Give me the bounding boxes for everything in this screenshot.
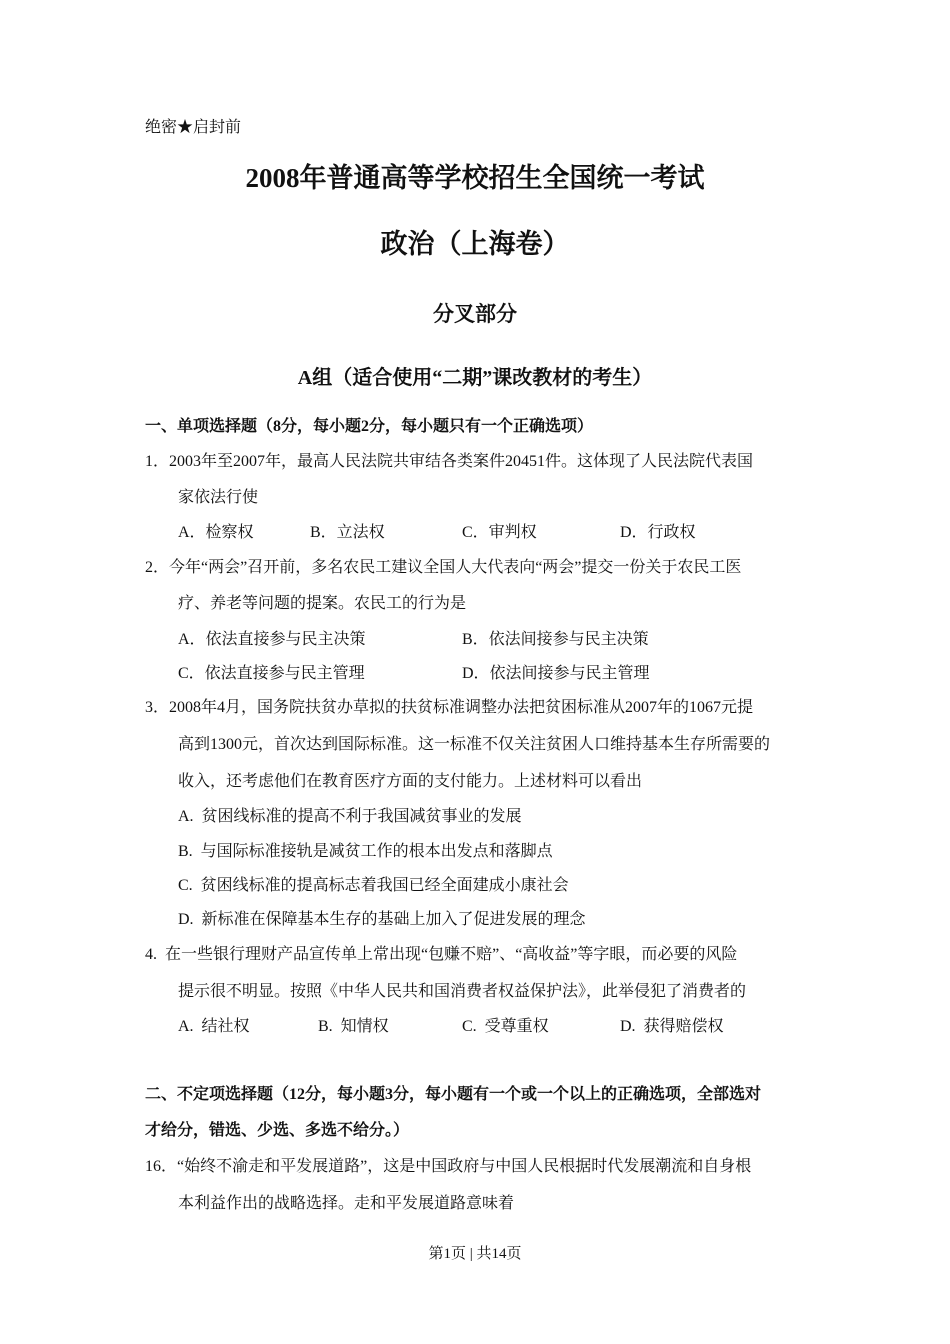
question-text: 2．今年“两会”召开前，多名农民工建议全国人大代表向“两会”提交一份关于农民工医: [145, 559, 742, 576]
question-text: 家依法行使: [178, 489, 259, 506]
question-text: 收入，还考虑他们在教育医疗方面的支付能力。上述材料可以看出: [178, 773, 643, 790]
part-heading: 分叉部分: [433, 302, 517, 326]
option-c: C. 贫困线标准的提高标志着我国已经全面建成小康社会: [178, 877, 569, 894]
option-a: A．依法直接参与民主决策: [178, 631, 366, 648]
option-d: D. 新标准在保障基本生存的基础上加入了促进发展的理念: [178, 911, 586, 928]
option-b: B．立法权: [310, 524, 385, 541]
option-c: C．审判权: [462, 524, 537, 541]
section2-heading: 才给分，错选、少选、多选不给分。）: [145, 1122, 410, 1139]
option-c: C．依法直接参与民主管理: [178, 665, 365, 682]
question-text: 疗、养老等问题的提案。农民工的行为是: [178, 595, 467, 612]
option-b: B. 知情权: [318, 1018, 389, 1035]
option-a: A．检察权: [178, 524, 254, 541]
confidential-label: 绝密★启封前: [145, 119, 242, 136]
question-text: 4. 在一些银行理财产品宣传单上常出现“包赚不赔”、“高收益”等字眼，而必要的风险: [145, 946, 738, 963]
question-text: 3．2008年4月，国务院扶贫办草拟的扶贫标准调整办法把贫困标准从2007年的1067元提: [145, 699, 754, 716]
page-footer: 第1页 | 共14页: [428, 1246, 522, 1262]
question-text: 本利益作出的战略选择。走和平发展道路意味着: [178, 1195, 515, 1212]
question-text: 高到1300元，首次达到国际标准。这一标准不仅关注贫困人口维持基本生存所需要的: [178, 736, 771, 753]
question-text: 16．“始终不渝走和平发展道路”，这是中国政府与中国人民根据时代发展潮流和自身根: [145, 1158, 752, 1175]
section1-heading: 一、单项选择题（8分，每小题2分，每小题只有一个正确选项）: [145, 418, 594, 435]
question-text: 1．2003年至2007年，最高人民法院共审结各类案件20451件。这体现了人民法院代表国: [145, 453, 754, 470]
option-c: C. 受尊重权: [462, 1018, 549, 1035]
option-d: D．依法间接参与民主管理: [462, 665, 650, 682]
option-b: B. 与国际标准接轨是减贫工作的根本出发点和落脚点: [178, 843, 553, 860]
question-text: 提示很不明显。按照《中华人民共和国消费者权益保护法》，此举侵犯了消费者的: [178, 983, 747, 1000]
option-a: A. 贫困线标准的提高不利于我国减贫事业的发展: [178, 808, 522, 825]
option-a: A. 结社权: [178, 1018, 250, 1035]
option-d: D. 获得赔偿权: [620, 1018, 724, 1035]
exam-subtitle: 政治（上海卷）: [380, 229, 570, 259]
section2-heading: 二、不定项选择题（12分，每小题3分，每小题有一个或一个以上的正确选项，全部选对: [145, 1086, 762, 1103]
option-b: B．依法间接参与民主决策: [462, 631, 649, 648]
option-d: D．行政权: [620, 524, 696, 541]
exam-title: 2008年普通高等学校招生全国统一考试: [245, 163, 705, 193]
group-heading: A组（适合使用“二期”课改教材的考生）: [297, 367, 653, 389]
